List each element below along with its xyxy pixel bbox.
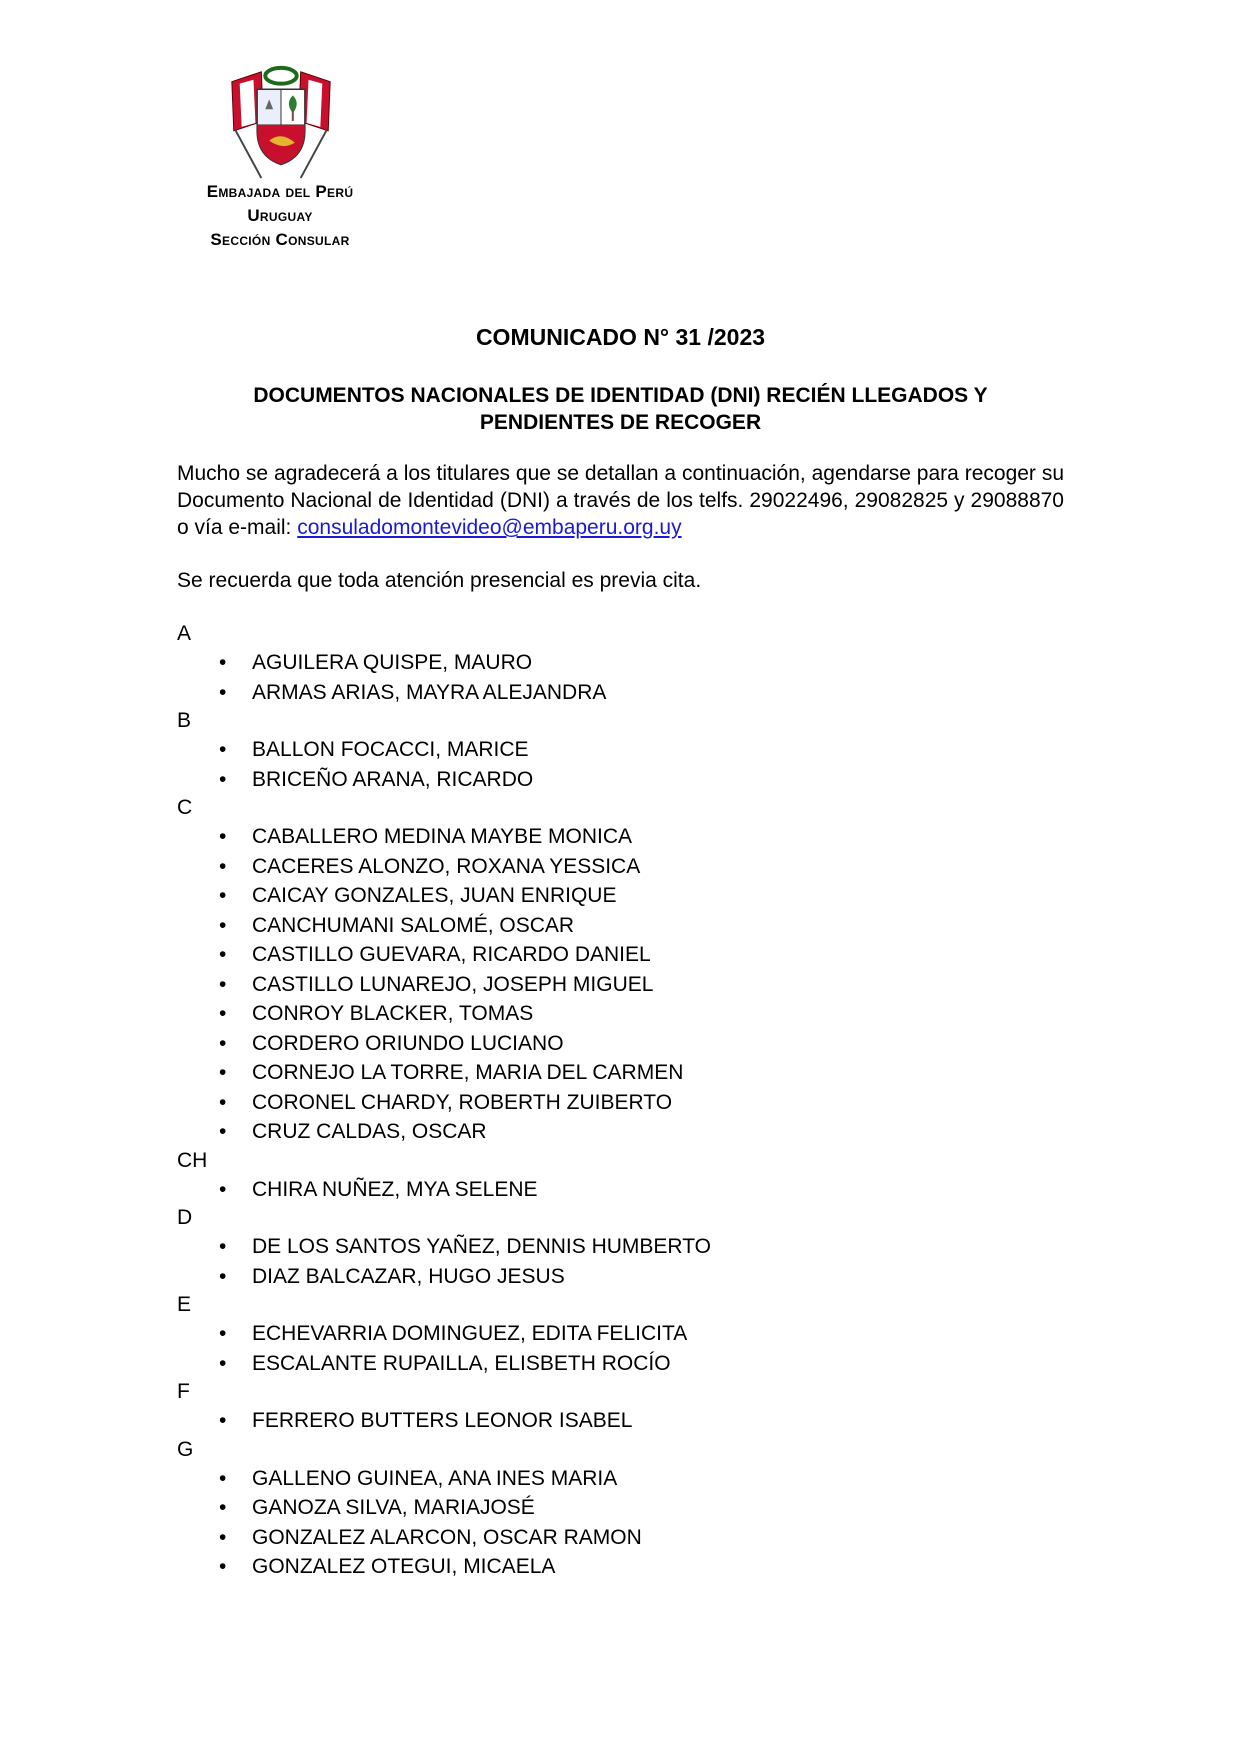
person-name: CASTILLO LUNAREJO, JOSEPH MIGUEL <box>252 972 654 996</box>
embassy-section: Sección Consular <box>210 230 350 249</box>
group-letter: D <box>177 1206 193 1229</box>
bullet-icon: • <box>219 1235 227 1258</box>
group-list <box>177 1319 711 1378</box>
bullet-icon: • <box>219 1061 227 1084</box>
bullet-icon: • <box>219 1555 227 1578</box>
person-name: CHIRA NUÑEZ, MYA SELENE <box>252 1177 538 1201</box>
group-list <box>177 1232 711 1291</box>
list-item <box>177 1262 711 1292</box>
group-list <box>177 648 711 707</box>
bullet-icon: • <box>219 1264 227 1288</box>
person-name: CACERES ALONZO, ROXANA YESSICA <box>252 854 641 878</box>
bullet-icon: • <box>219 1177 227 1201</box>
group-list <box>177 735 711 794</box>
group-letter: G <box>177 1437 194 1461</box>
bullet-icon: • <box>219 913 227 937</box>
bullet-icon: • <box>219 943 227 966</box>
bullet-icon: • <box>219 767 227 791</box>
group-letter: B <box>177 709 192 732</box>
embassy-name: Embajada del Perú <box>206 182 354 201</box>
person-name: ECHEVARRIA DOMINGUEZ, EDITA FELICITA <box>252 1322 688 1345</box>
intro-text: Mucho se agradecerá a los titulares que se detallan a continuación, agendarse para recoger su Documento Nacional de Identidad (DNI) a través de los telfs. 29022496, 29082825 y 29088870 o vía e-mail: <box>177 462 1064 539</box>
list-item <box>177 1058 711 1088</box>
group-list <box>177 1175 711 1205</box>
bullet-icon: • <box>219 854 227 878</box>
bullet-icon: • <box>219 1322 227 1345</box>
person-name: CANCHUMANI SALOMÉ, OSCAR <box>252 913 575 937</box>
list-item <box>177 1175 711 1205</box>
person-name: ARMAS ARIAS, MAYRA ALEJANDRA <box>252 680 607 704</box>
bullet-icon: • <box>219 1409 227 1432</box>
group-letter: C <box>177 796 193 819</box>
list-item <box>177 678 711 708</box>
bullet-icon: • <box>219 738 227 761</box>
person-name: ESCALANTE RUPAILLA, ELISBETH ROCÍO <box>252 1351 671 1375</box>
bullet-icon: • <box>219 1351 227 1375</box>
person-name: CORNEJO LA TORRE, MARIA DEL CARMEN <box>252 1061 684 1084</box>
person-name: AGUILERA QUISPE, MAURO <box>252 651 533 674</box>
list-item <box>177 1088 711 1118</box>
person-name: CORDERO ORIUNDO LUCIANO <box>252 1031 564 1055</box>
group-letter: A <box>177 622 192 645</box>
group-letter: F <box>177 1380 190 1403</box>
list-item <box>177 970 711 1000</box>
bullet-icon: • <box>219 825 227 848</box>
list-item <box>177 735 711 765</box>
person-name: GONZALEZ ALARCON, OSCAR RAMON <box>252 1525 642 1549</box>
person-name: CAICAY GONZALES, JUAN ENRIQUE <box>252 884 617 907</box>
person-name: DIAZ BALCAZAR, HUGO JESUS <box>252 1264 565 1288</box>
list-item <box>177 999 711 1029</box>
group-list <box>177 1406 711 1436</box>
bullet-icon: • <box>219 1466 227 1490</box>
person-name: CABALLERO MEDINA MAYBE MONICA <box>252 825 633 848</box>
list-item <box>177 1029 711 1059</box>
list-item <box>177 1349 711 1379</box>
person-name: GANOZA SILVA, MARIAJOSÉ <box>252 1496 535 1519</box>
person-name: BALLON FOCACCI, MARICE <box>252 738 529 761</box>
group-list <box>177 822 711 1147</box>
reminder-text: Se recuerda que toda atención presencial es previa cita. <box>177 569 702 592</box>
bullet-icon: • <box>219 651 227 674</box>
bullet-icon: • <box>219 884 227 907</box>
group-letter: CH <box>177 1148 208 1172</box>
person-name: GONZALEZ OTEGUI, MICAELA <box>252 1555 556 1578</box>
list-item <box>177 822 711 852</box>
group-letter: E <box>177 1293 192 1316</box>
list-item <box>177 1552 711 1582</box>
document-title: COMUNICADO N° 31 /2023 <box>475 324 766 350</box>
list-item <box>177 1406 711 1436</box>
list-item <box>177 940 711 970</box>
list-item <box>177 881 711 911</box>
peru-coat-of-arms-icon <box>222 62 340 180</box>
person-name: GALLENO GUINEA, ANA INES MARIA <box>252 1466 618 1490</box>
bullet-icon: • <box>219 1525 227 1549</box>
embassy-header <box>160 180 400 252</box>
person-name: CASTILLO GUEVARA, RICARDO DANIEL <box>252 943 651 966</box>
bullet-icon: • <box>219 1090 227 1114</box>
list-item <box>177 911 711 941</box>
list-item <box>177 1464 711 1494</box>
embassy-country: Uruguay <box>247 206 313 225</box>
list-item <box>177 1117 711 1147</box>
list-item <box>177 1232 711 1262</box>
intro-paragraph <box>177 460 1064 541</box>
person-name: CONROY BLACKER, TOMAS <box>252 1002 534 1025</box>
name-list <box>177 620 711 1582</box>
document-subtitle: DOCUMENTOS NACIONALES DE IDENTIDAD (DNI) RECIÉN LLEGADOS Y PENDIENTES DE RECOGER <box>253 384 988 434</box>
email-link[interactable]: consuladomontevideo@embaperu.org.uy <box>297 516 682 539</box>
person-name: CORONEL CHARDY, ROBERTH ZUIBERTO <box>252 1090 673 1114</box>
list-item <box>177 1523 711 1553</box>
list-item <box>177 648 711 678</box>
bullet-icon: • <box>219 1496 227 1519</box>
list-item <box>177 852 711 882</box>
bullet-icon: • <box>219 1031 227 1055</box>
list-item <box>177 1493 711 1523</box>
person-name: BRICEÑO ARANA, RICARDO <box>252 767 534 791</box>
bullet-icon: • <box>219 680 227 704</box>
bullet-icon: • <box>219 972 227 996</box>
person-name: DE LOS SANTOS YAÑEZ, DENNIS HUMBERTO <box>252 1235 711 1258</box>
list-item <box>177 765 711 795</box>
person-name: FERRERO BUTTERS LEONOR ISABEL <box>252 1409 633 1432</box>
bullet-icon: • <box>219 1002 227 1025</box>
person-name: CRUZ CALDAS, OSCAR <box>252 1120 487 1143</box>
group-list <box>177 1464 711 1582</box>
bullet-icon: • <box>219 1120 227 1143</box>
list-item <box>177 1319 711 1349</box>
